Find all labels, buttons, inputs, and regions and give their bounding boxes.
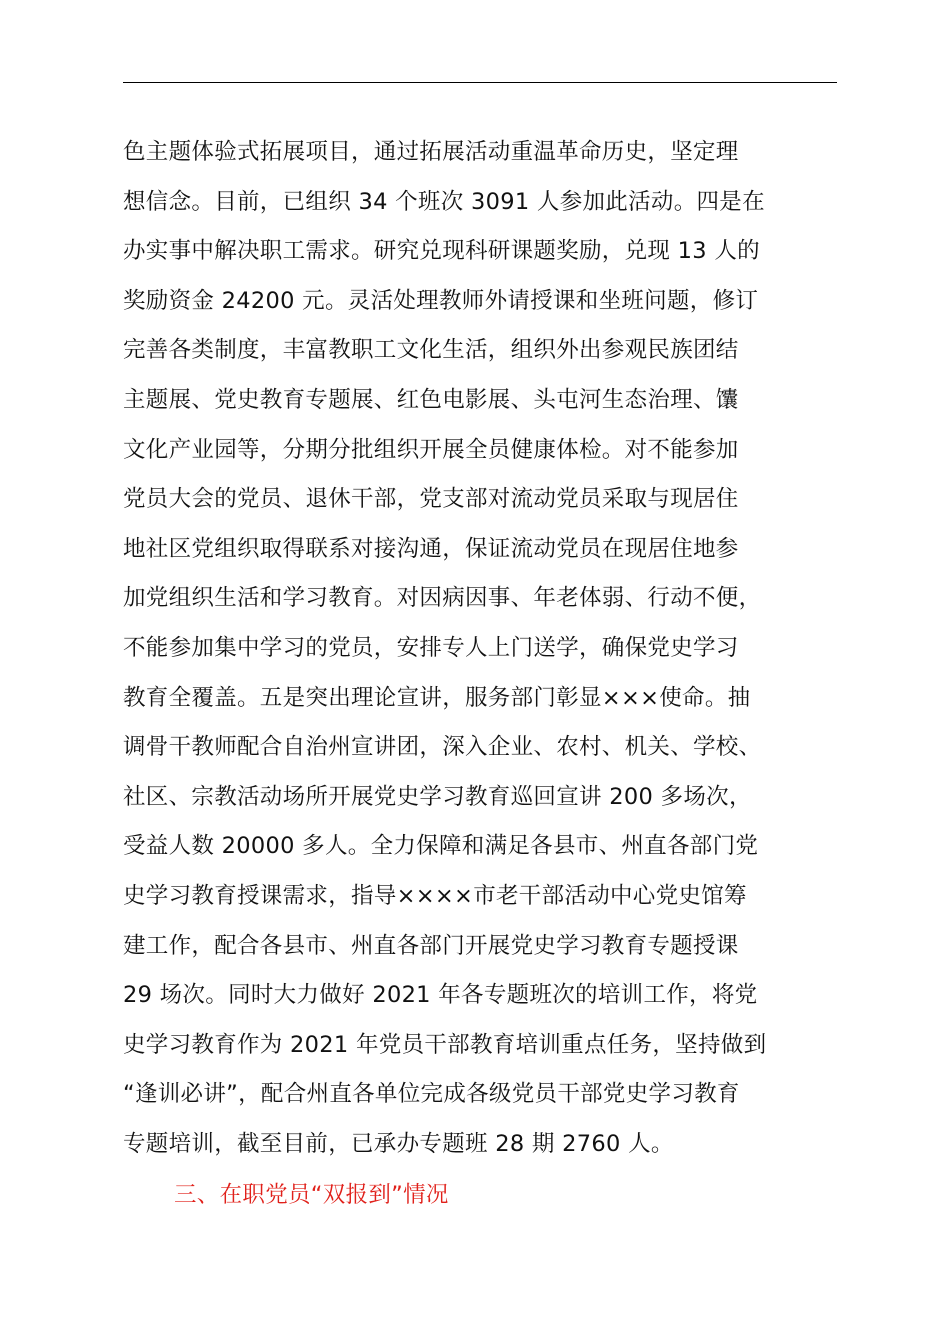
paragraph-line: 想信念。目前，已组织 34 个班次 3091 人参加此活动。四是在 — [123, 188, 765, 215]
section-heading: 三、在职党员“双报到”情况 — [174, 1182, 449, 1208]
paragraph-line: 地社区党组织取得联系对接沟通，保证流动党员在现居住地参 — [123, 535, 739, 562]
paragraph-line: 奖励资金 24200 元。灵活处理教师外请授课和坐班问题，修订 — [123, 287, 759, 314]
paragraph-line: 调骨干教师配合自治州宣讲团，深入企业、农村、机关、学校、 — [123, 734, 762, 761]
paragraph-line: 29 场次。同时大力做好 2021 年各专题班次的培训工作，将党 — [123, 982, 758, 1009]
paragraph-line: 色主题体验式拓展项目，通过拓展活动重温革命历史，坚定理 — [123, 139, 739, 165]
paragraph-line: 不能参加集中学习的党员，安排专人上门送学，确保党史学习 — [123, 634, 739, 661]
paragraph-line: 建工作，配合各县市、州直各部门开展党史学习教育专题授课 — [123, 932, 739, 959]
paragraph-line: 受益人数 20000 多人。全力保障和满足各县市、州直各部门党 — [123, 833, 759, 860]
paragraph-line: 史学习教育作为 2021 年党员干部教育培训重点任务，坚持做到 — [123, 1031, 767, 1058]
paragraph-line: 党员大会的党员、退休干部，党支部对流动党员采取与现居住 — [123, 486, 739, 513]
paragraph-line: 主题展、党史教育专题展、红色电影展、头屯河生态治理、馕 — [123, 386, 739, 413]
paragraph-line: 文化产业园等，分期分批组织开展全员健康体检。对不能参加 — [123, 436, 739, 463]
paragraph-line: “逢训必讲”，配合州直各单位完成各级党员干部党史学习教育 — [123, 1081, 740, 1108]
paragraph-line: 专题培训，截至目前，已承办专题班 28 期 2760 人。 — [123, 1130, 674, 1157]
paragraph-line: 社区、宗教活动场所开展党史学习教育巡回宣讲 200 多场次， — [123, 783, 752, 810]
paragraph-line: 教育全覆盖。五是突出理论宣讲，服务部门彰显×××使命。抽 — [123, 684, 751, 711]
body-paragraph — [123, 128, 883, 1169]
paragraph-line: 史学习教育授课需求，指导××××市老干部活动中心党史馆筹 — [123, 882, 747, 909]
header-rule — [123, 82, 837, 83]
paragraph-line: 加党组织生活和学习教育。对因病因事、年老体弱、行动不便， — [123, 585, 762, 612]
paragraph-line: 完善各类制度，丰富教职工文化生活，组织外出参观民族团结 — [123, 337, 739, 364]
paragraph-line: 办实事中解决职工需求。研究兑现科研课题奖励，兑现 13 人的 — [123, 238, 760, 265]
